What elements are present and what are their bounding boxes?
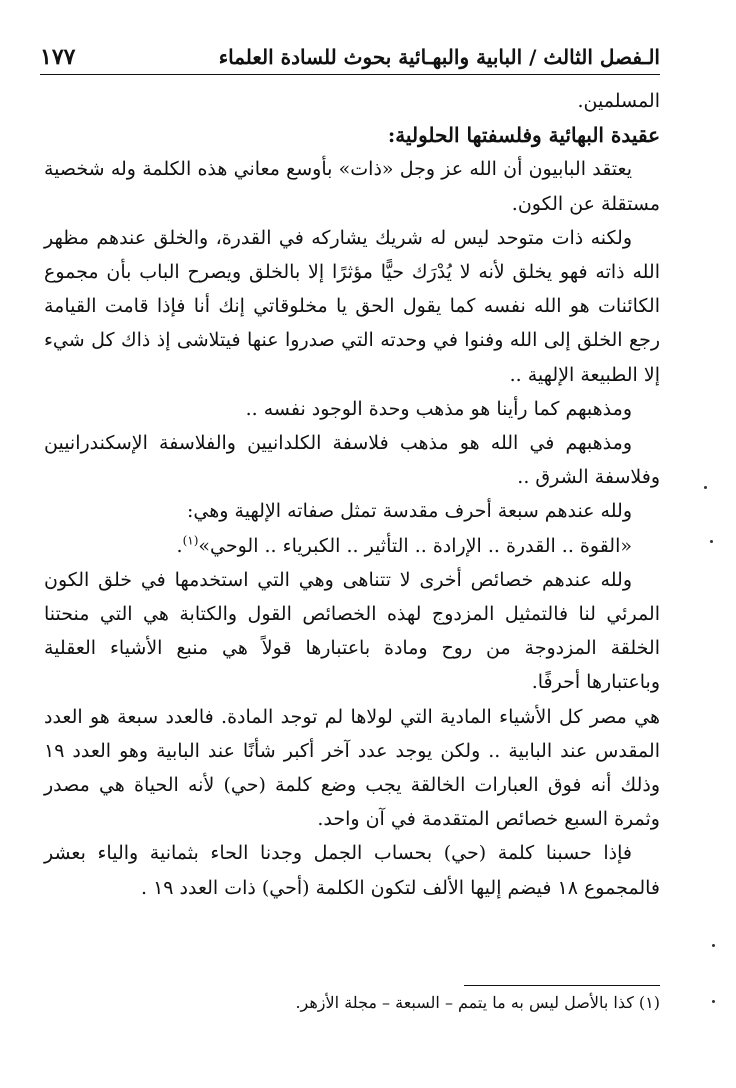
page-number: ١٧٧: [40, 44, 76, 70]
quoted-attributes: «القوة .. القدرة .. الإرادة .. التأثير .. الكبرياء .. الوحي»$^{(١)}$.: [176, 533, 632, 557]
margin-dot: [712, 944, 715, 947]
paragraph: يعتقد البابيون أن الله عز وجل «ذات» بأوسع معاني هذه الكلمة وله شخصية مستقلة عن الكون.: [44, 158, 660, 215]
paragraph-continuation: المسلمين.: [577, 90, 660, 112]
section-heading: عقيدة البهائية وفلسفتها الحلولية:: [387, 123, 660, 148]
footnote: (١) كذا بالأصل ليس به ما يتمم – السبعة – مجلة الأزهر.: [295, 993, 660, 1012]
paragraph: هي مصر كل الأشياء المادية التي لولاها لم توجد المادة. فالعدد سبعة هو العدد المقدس عند البابية .. ولكن يوجد عدد آخر أكبر شأنًا عند البابية وهو العدد ١٩ وذلك أنه فوق العبارات الخالقة يجب وضع كلمة (حي) لأنه الحياة هي مصدر وثمرة السبع خصائص المتقدمة في آن واحد.: [44, 705, 660, 831]
paragraph: ولله عندهم خصائص أخرى لا تتناهى وهي التي استخدمها في خلق الكون المرئي لنا فالتمثيل المزدوج لهذه الخصائص القول والكتابة هي التي منحتنا الخلقة المزدوجة من روح ومادة باعتبارها قولاً هي منبع الأشياء العقلية وباعتبارها أحرفًا.: [44, 568, 660, 694]
paragraph: ولله عندهم سبعة أحرف مقدسة تمثل صفاته الإلهية وهي:: [187, 500, 632, 523]
footnote-reference: (١): [182, 533, 199, 548]
paragraph: فإذا حسبنا كلمة (حي) بحساب الجمل وجدنا الحاء بثمانية والياء بعشر فالمجموع ١٨ فيضم إليها الألف لتكون الكلمة (أحي) ذات العدد ١٩ .: [44, 842, 660, 899]
margin-dot: [710, 540, 713, 543]
paragraph: ومذهبهم كما رأينا هو مذهب وحدة الوجود نفسه ..: [245, 397, 632, 420]
paragraph: ولكنه ذات متوحد ليس له شريك يشاركه في القدرة، والخلق عندهم مظهر الله ذاته فهو يخلق لأنه لا يُدْرَك حيًّا مؤثرًا إلا بالخلق ويصرح الباب بأن مجموع الكائنات هو الله نفسه كما يقول الحق يا مخلوقاتي إنك أنا فإذا قامت القيامة رجع الخلق إلى الله وفنوا في وحدته التي صدروا عنها فيتلاشى إذ ذاك كل شيء إلا الطبيعة الإلهية ..: [44, 226, 660, 386]
quoted-attributes-text: «القوة .. القدرة .. الإرادة .. التأثير .. الكبرياء .. الوحي»: [198, 534, 632, 557]
margin-dot: [712, 1000, 715, 1003]
margin-dot: [704, 486, 707, 489]
running-header: [40, 38, 660, 75]
footnote-divider: [464, 985, 660, 986]
chapter-title: الـفصل الثالث / البابية والبهـائية بحوث للسادة العلماء: [218, 45, 660, 69]
paragraph: ومذهبهم في الله هو مذهب فلاسفة الكلدانيين والفلاسفة الإسكندرانيين وفلاسفة الشرق ..: [44, 432, 660, 489]
body-text: [44, 84, 660, 905]
